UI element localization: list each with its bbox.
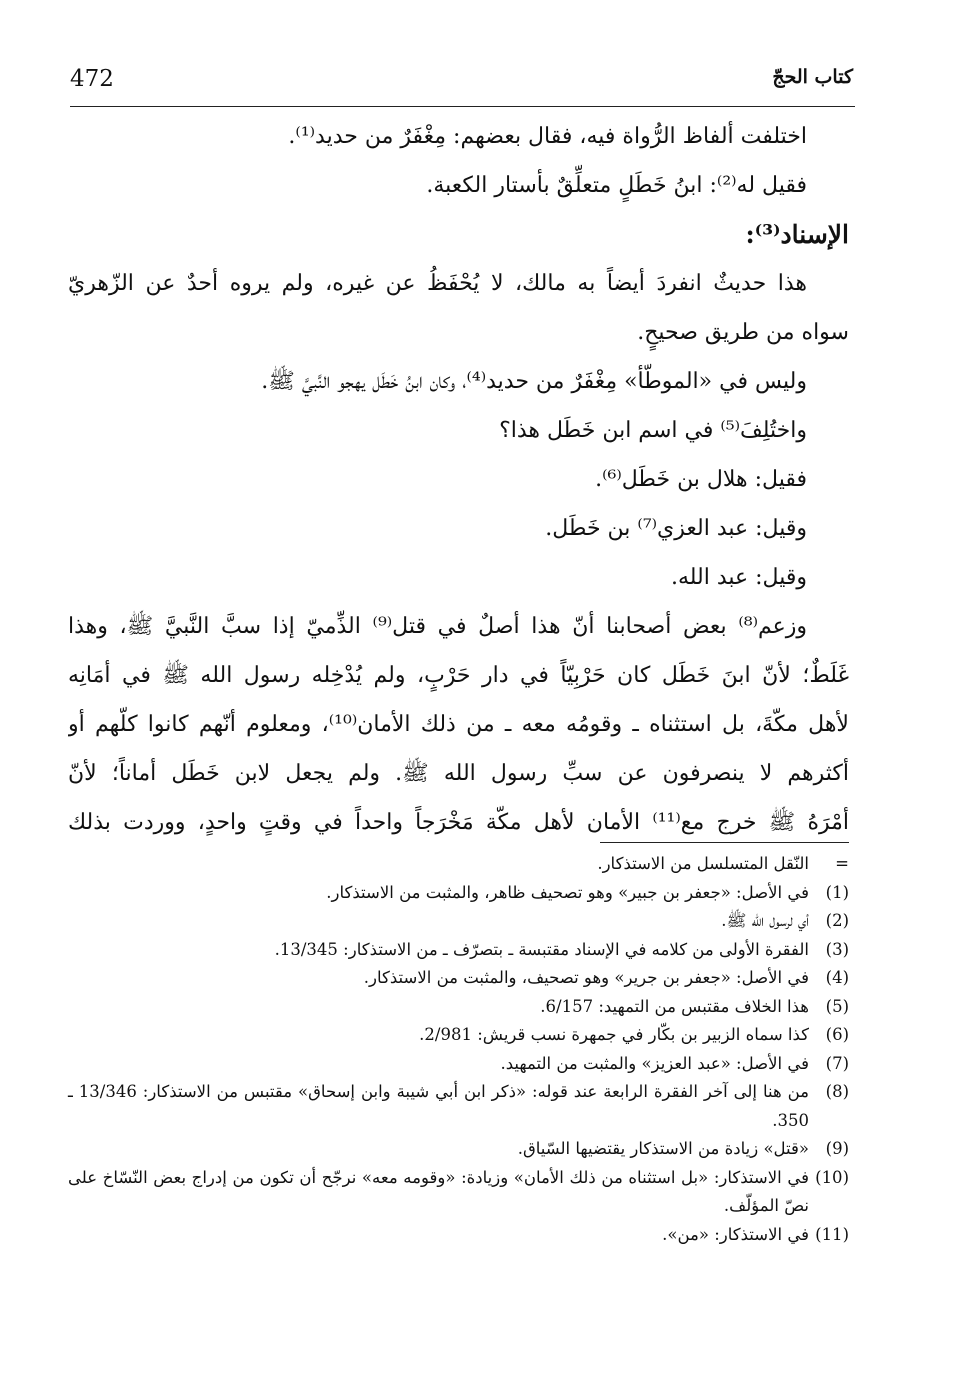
footnote-text: في الاستذكار: «بل استثناه من ذلك الأمان» وزيادة: «وقومه معه» نرجّح أن تكون من إدراج بعض النّسّاخ على نصّ المؤلّف. — [68, 1167, 809, 1215]
text-line: وقيل: عبد الله. — [670, 565, 807, 590]
book-title: كتاب الحجّ — [772, 66, 853, 88]
footnote-item — [68, 964, 849, 993]
footnote-text: «قتل» زيادة من الاستذكار يقتضيها السّياق. — [517, 1139, 809, 1158]
footnote-item — [68, 1135, 849, 1164]
text-line: واختُلِفَ⁽⁵⁾ في اسم ابن خَطَل هذا؟ — [499, 418, 807, 443]
footnote-item — [68, 1164, 849, 1221]
page-header — [70, 66, 853, 106]
footnote-item — [68, 936, 849, 965]
text-line: أمْرَهُ ﷺ خرج مع⁽¹¹⁾ الأمان لأهل مكّة مَخْرَجاً واحداً في وقتٍ واحدٍ، ووردت بذلك — [68, 810, 849, 835]
text-line: سواه من طريق صحيحٍ. — [637, 320, 849, 345]
footnote-text: في الأصل: «جعفر بن جبير» وهو تصحيف ظاهر، والمثبت من الاستذكار. — [326, 882, 809, 902]
footnote-text: كذا سماه الزبير بن بكّار في جمهرة نسب قريش: 2/981. — [419, 1025, 809, 1044]
footnote-text: النّقل المتسلسل من الاستذكار. — [597, 854, 809, 873]
footnote-marker: (6) — [825, 1025, 849, 1044]
footnotes — [68, 850, 849, 1249]
footnote-text: في الأصل: «عبد العزيز» والمثبت من التمهيد. — [500, 1053, 809, 1073]
footnote-marker: = — [835, 854, 849, 873]
footnote-text: الفقرة الأولى من كلامه في الإسناد مقتبسة ـ بتصرّف ـ من الاستذكار: 13/345. — [274, 939, 809, 959]
footnote-text: من هنا إلى آخر الفقرة الرابعة عند قوله: «ذكر ابن أبي شيبة وابن إسحاق» مقتبس من الاستذكار: 13/346 ـ 350. — [68, 1082, 809, 1130]
footnote-marker: (11) — [815, 1224, 849, 1244]
footnote-item — [68, 907, 849, 936]
text-line: غَلَطٌ؛ لأنّ ابنَ خَطَل كان حَرْبِيّاً في دار حَرْبٍ، ولم يُدْخِله رسول الله ﷺ في أمَانِه — [68, 663, 849, 688]
footnote-item — [68, 1050, 849, 1079]
footnote-continuation — [68, 850, 849, 879]
text-line: فقيل: هلال بن خَطَل⁽⁶⁾. — [595, 467, 807, 492]
text-line: وزعم⁽⁸⁾ بعض أصحابنا أنّ هذا أصلٌ في قتل⁽⁹⁾ الذِّميّ إذا سبَّ النَّبيَّ ﷺ، وهذا — [68, 614, 807, 639]
footnote-marker: (10) — [815, 1167, 849, 1187]
footnote-text: أي لرسول الله ﷺ. — [721, 911, 809, 930]
footnote-marker: (4) — [825, 968, 849, 987]
footnote-marker: (8) — [825, 1082, 849, 1101]
footnote-rule — [600, 842, 849, 843]
footnote-text: هذا الخلاف مقتبس من التمهيد: 6/157. — [540, 996, 809, 1016]
footnote-text: في الأصل: «جعفر بن جرير» وهو تصحيف، والمثبت من الاستذكار. — [363, 968, 809, 987]
section-heading: الإسناد⁽³⁾: — [745, 220, 849, 249]
footnote-marker: (3) — [825, 939, 849, 959]
footnote-marker: (1) — [825, 882, 849, 902]
text-line: لأهل مكّةَ، بل استثناه ـ وقومُه معه ـ من ذلك الأمان⁽¹⁰⁾، ومعلوم أنّهم كانوا كلّهم أو — [68, 712, 849, 737]
footnote-item — [68, 1221, 849, 1250]
header-rule — [70, 106, 855, 107]
main-text — [68, 112, 849, 847]
text-line: هذا حديثٌ انفردَ أيضاً به مالك، لا يُحْفَظُ عن غيره، ولم يروه أحدٌ عن الزّهريّ — [68, 271, 807, 296]
text-line: أكثرهم لا ينصرفون عن سبِّ رسول الله ﷺ. ولم يجعل لابن خَطَل أماناً؛ لأنّ — [68, 761, 849, 786]
footnote-item — [68, 879, 849, 908]
text-line: وليس في «الموطّأ» مِغْفَرٌ من حديد⁽⁴⁾، وكان ابنُ خَطَل يهجو النَّبيَّ ﷺ. — [261, 369, 807, 394]
text-line: اختلفت ألفاظ الرُّواة فيه، فقال بعضهم: مِغْفَرٌ من حديد⁽¹⁾. — [288, 124, 807, 149]
footnote-item — [68, 1021, 849, 1050]
footnote-marker: (5) — [825, 996, 849, 1016]
text-line: وقيل: عبد العزي⁽⁷⁾ بن خَطَل. — [545, 516, 807, 541]
footnote-item — [68, 1078, 849, 1135]
page-number: 472 — [70, 66, 114, 92]
footnote-marker: (7) — [825, 1053, 849, 1073]
footnote-item — [68, 993, 849, 1022]
footnote-text: في الاستذكار: «من». — [662, 1224, 809, 1244]
text-line: فقيل له⁽²⁾: ابنُ خَطَلٍ متعلِّقٌ بأستار الكعبة. — [426, 173, 807, 198]
footnote-marker: (9) — [825, 1139, 849, 1158]
footnote-marker: (2) — [825, 911, 849, 930]
